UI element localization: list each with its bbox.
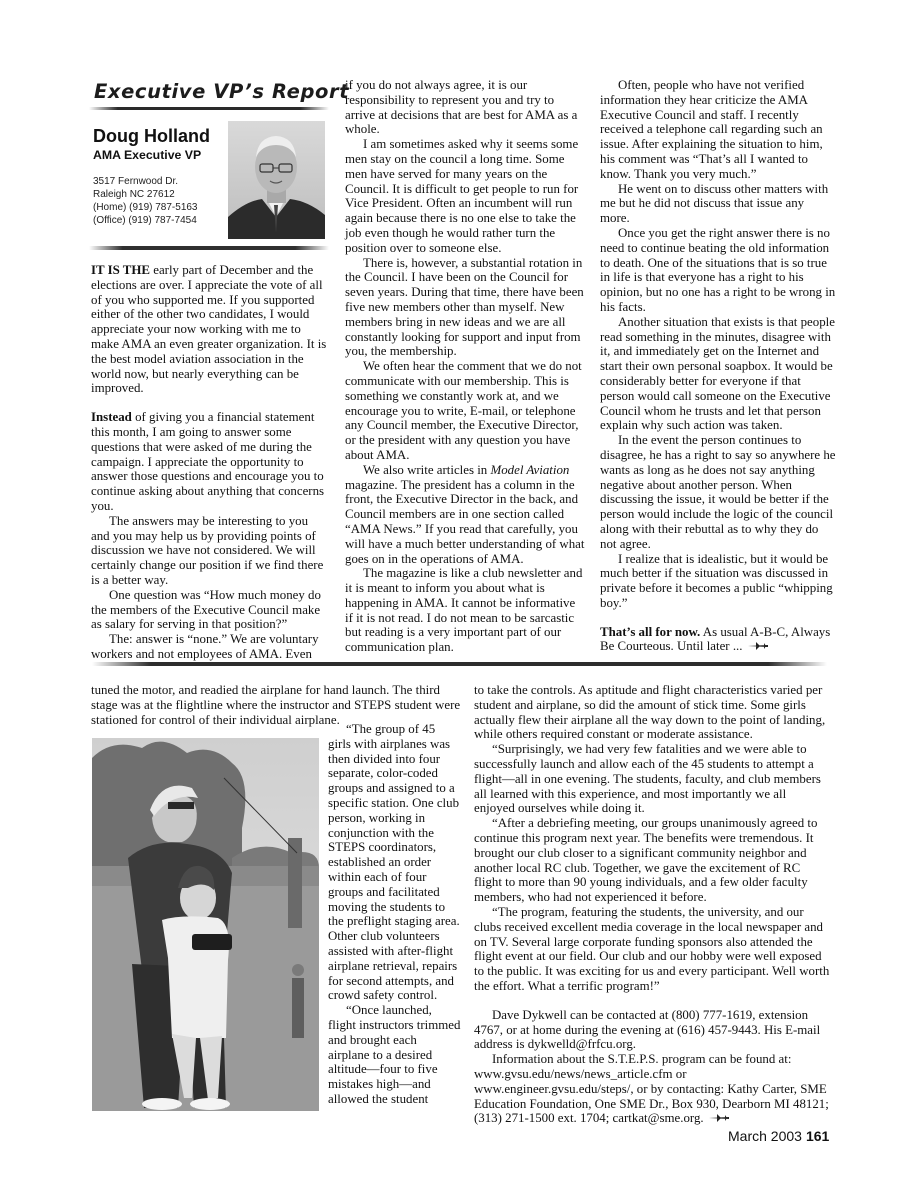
article-column-left	[328, 722, 461, 1107]
paragraph: He went on to discuss other matters with me but he did not discuss that issue any more.	[600, 181, 829, 226]
author-portrait	[228, 121, 325, 239]
flight-training-photo	[92, 738, 319, 1111]
article-intro	[91, 683, 461, 727]
address-line: Raleigh NC 27612	[93, 189, 175, 200]
contact-paragraph: Dave Dykwell can be contacted at (800) 777-1619, extension 4767, or at home during the evening at (616) 457-9443. His E-mail address is dykwelld@frfcu.org.	[474, 1007, 821, 1052]
section-divider	[89, 246, 329, 250]
paragraph: I realize that is idealistic, but it would be much better if the situation was discussed in private before it becomes a public “whipping boy.”	[600, 551, 833, 610]
lead-in: IT IS THE	[91, 263, 151, 277]
column-3	[600, 78, 836, 654]
paragraph	[345, 463, 585, 567]
paragraph	[91, 410, 329, 514]
paragraph: We often hear the comment that we do not communicate with our membership. This is something we constantly work at, and we encourage you to write, E-mail, or telephone any Council member, the Executive Director, or the president with any question you have about AMA.	[345, 359, 582, 462]
paragraph: tuned the motor, and readied the airplane for hand launch. The third stage was at the flightline where the instructor and STEPS student were stationed for control of their individual airplane.	[91, 683, 461, 727]
paragraph: One question was “How much money do the members of the Executive Council make as salary for serving in that position?”	[91, 587, 321, 632]
paragraph: “Once launched, flight instructors trimmed and brought each airplane to a desired altitude—four to five mistakes high—and allowed the student	[328, 1003, 461, 1106]
article-photo	[92, 738, 319, 1111]
paragraph: I am sometimes asked why it seems some men stay on the council a long time. Some men have served for many years on the Council. It is difficult to get people to run for Vice President. Often an incumbent will run again because there is no one else to take the job even though he would rather turn the position over to someone else.	[345, 137, 579, 255]
paragraph: In the event the person continues to disagree, he has a right to say so anywhere he wants as long as he does not say anything negative about another person. When discussing the issue, it would be better if the person would include the logic of the council along with their rebuttal as to why they do not agree.	[600, 433, 836, 551]
paragraph: “Surprisingly, we had very few fatalities and we were able to successfully launch and allow each of the 45 students to attempt a flight—all in one evening. The students, faculty, and club members all learned with this experience, and most importantly we all enjoyed ourselves while doing it.	[474, 742, 821, 816]
address-line: (Office) (919) 787-7454	[93, 215, 197, 226]
paragraph: The: answer is “none.” We are voluntary workers and not employees of AMA. Even	[91, 632, 319, 661]
paragraph: Often, people who have not verified information they hear criticize the AMA Executive Council and staff. I recently received a telephone call regarding such an issue. After explaining the situation to him, his comment was “That’s all I wanted to know. Thank you very much.”	[600, 78, 823, 181]
paragraph: The answers may be interesting to you and you may help us by providing points of discussion we have not considered. We will certainly change our position if we find there is a better way.	[91, 513, 324, 587]
paragraph-text: Information about the S.T.E.P.S. program can be found at: www.gvsu.edu/news/news_article.cfm or www.engineer.gvsu.edu/steps/, or by contacting: Kathy Carter, SME Education Foundation, One SME Dr., Box 930, Dearborn MI 48121; (313) 271-1500 ext. 1704; cartkat@sme.org.	[474, 1052, 829, 1126]
section-divider	[92, 662, 827, 666]
author-name: Doug Holland	[93, 126, 210, 146]
column-1	[91, 263, 329, 662]
author-role: AMA Executive VP	[93, 148, 202, 162]
paragraph: Another situation that exists is that people read something in the minutes, disagree with it, and immediately get on the Internet and start their own personal soapbox. It would be considerably better for everyone if that person would call someone on the Executive Council whom he trusts and let that person explain why such action was taken.	[600, 314, 835, 433]
author-address	[93, 175, 198, 227]
address-line: 3517 Fernwood Dr.	[93, 176, 179, 187]
airplane-end-mark-icon	[708, 1113, 730, 1123]
paragraph: if you do not always agree, it is our responsibility to represent you and try to arrive at decisions that are best for AMA as a whole.	[345, 78, 578, 137]
page-title: Executive VP’s Report	[94, 80, 350, 103]
lead-in: That’s all for now.	[600, 624, 701, 639]
paragraph: “The group of 45 girls with airplanes was then divided into four separate, color-coded groups and assigned to a specific station. One club person, working in conjunction with the STEPS coordinators, established an order within each of four groups and facilitated moving the students to the preflight staging area. Other club volunteers assisted with after-flight airplane retrieval, repairs for second attempts, and crowd safety control.	[328, 722, 460, 1003]
article-column-right	[474, 683, 830, 1126]
portrait-photo	[228, 121, 325, 239]
airplane-end-mark-icon	[747, 641, 769, 651]
paragraph-text: As usual A-B-C, Always Be Courteous. Until later ...	[600, 624, 831, 654]
paragraph: to take the controls. As aptitude and flight characteristics varied per student and airplane, so did the amount of stick time. Some girls actually flew their airplane all the way down to the point of landing, while others required constant or moderate assistance.	[474, 683, 826, 742]
paragraph: There is, however, a substantial rotation in the Council. I have been on the Council for seven years. During that time, there have been five new members other than myself. New members bring in new ideas and we are all constantly looking for support and input from you, the membership.	[345, 255, 584, 359]
page-number: 161	[805, 1128, 830, 1144]
magazine-title: Model Aviation	[490, 462, 570, 477]
issue-date: March 2003	[728, 1128, 802, 1144]
paragraph-text: early part of December and the elections are over. I appreciate the vote of all of you who supported me. If you supported either of the other two candidates, I would appreciate your now working with me to make AMA an even greater organization. It is the best model aviation association in the world now, but nearly everything can be improved.	[91, 263, 327, 396]
column-2	[345, 78, 585, 655]
page-folio	[728, 1128, 829, 1144]
paragraph-text: of giving you a financial statement this month, I am going to answer some questions that were asked of me during the campaign. I appreciate the opportunity to answer those questions and encourage you to continue asking about anything that concerns you.	[91, 410, 325, 513]
paragraph	[91, 263, 329, 396]
paragraph-text: magazine. The president has a column in the front, the Executive Director in the back, and Council members are in one section called “AMA News.” If you read that carefully, you will have a much better understanding of what goes on in the operations of AMA.	[345, 477, 585, 566]
contact-paragraph	[474, 1052, 830, 1126]
paragraph: Once you get the right answer there is no need to continue beating the old information to death. One of the situations that is so true in life is that everyone has a right to his opinion, but no one has a right to be wrong in his facts.	[600, 225, 836, 314]
lead-in: Instead	[91, 410, 132, 425]
paragraph: The magazine is like a club newsletter and it is meant to inform you about what is happening in AMA. It cannot be informative if it is not read. I do not mean to be sarcastic but reading is a very important part of our communication plan.	[345, 566, 583, 655]
title-rule	[89, 107, 329, 110]
paragraph	[600, 625, 836, 655]
paragraph-text: We also write articles in	[363, 462, 491, 477]
address-line: (Home) (919) 787-5163	[93, 202, 198, 213]
paragraph: “The program, featuring the students, the university, and our clubs received excellent media coverage in the local newspaper and on TV. Several large corporate funding sponsors also attended the flight event at our field. Our club and our hobby were well exposed to the public. It was exciting for us and every participant. Well worth the effort. What a terrific program!”	[474, 904, 830, 993]
paragraph: “After a debriefing meeting, our groups unanimously agreed to continue this program next year. The benefits were tremendous. It brought our club closer to a significant community neighbor and another local RC club. Together, we gave the excitement of RC flight to more than 90 young individuals, and a few older faculty members, who had not experienced it before.	[474, 816, 818, 905]
